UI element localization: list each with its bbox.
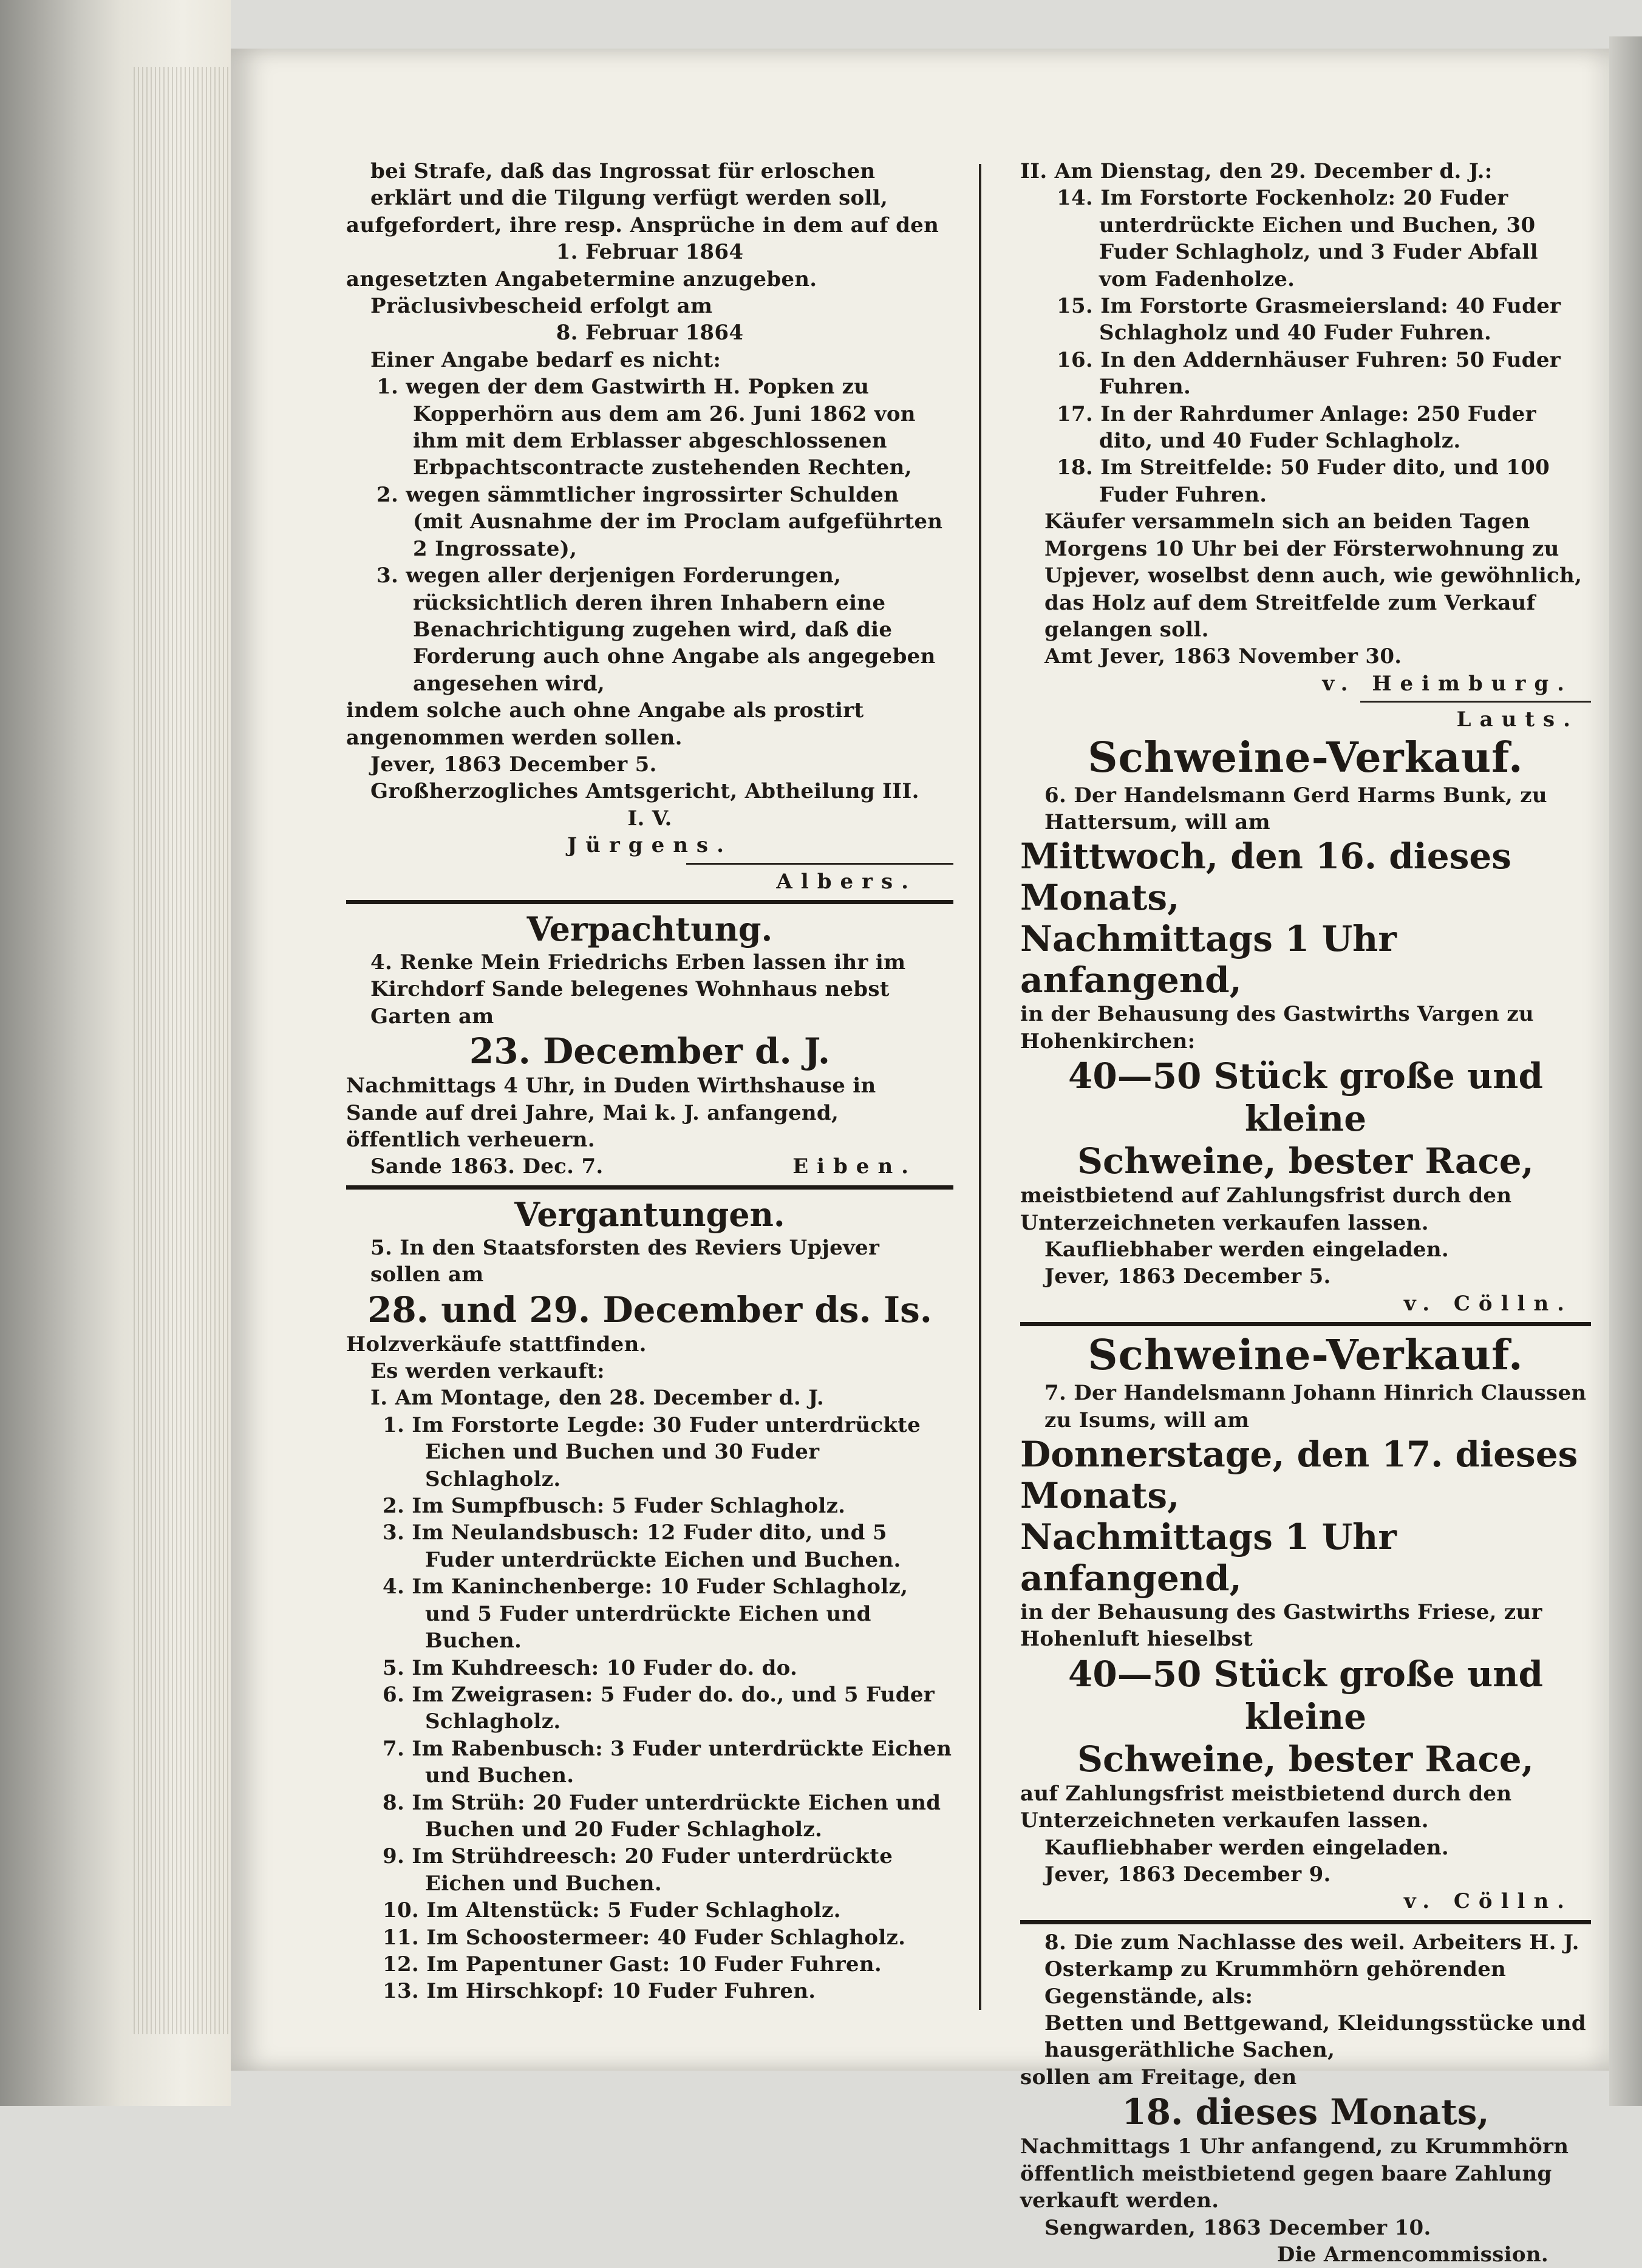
forest-item: [346, 1924, 953, 1951]
item-text: Im Kaninchenberge: 10 Fuder Schlagholz, und 5 Fuder unterdrückte Eichen und Buchen.: [412, 1575, 908, 1653]
forest-item: [346, 1897, 953, 1924]
schweine-2-text-2: auf Zahlungsfrist meistbietend durch den Unterzeichneten verkaufen lassen.: [1020, 1781, 1512, 1833]
signature-eiben: Eiben.: [792, 1154, 917, 1179]
item-text: Im Papentuner Gast: 10 Fuder Fuhren.: [426, 1952, 882, 1977]
item-text: Im Altenstück: 5 Fuder Schlagholz.: [426, 1898, 841, 1923]
schweine-2-place: in der Behausung des Gastwirths Friese, zur Hohenluft hieselbst: [1020, 1600, 1542, 1652]
forest-item: [1020, 347, 1591, 401]
schweine-2-date: Donnerstage, den 17. dieses Monats,: [1020, 1434, 1578, 1516]
item-number: 16.: [1057, 347, 1094, 372]
vergantungen-date: 28. und 29. December ds. Is.: [367, 1289, 932, 1330]
betten-text: Betten und Bettgewand, Kleidungsstücke und hausgeräthliche Sachen,: [1044, 2011, 1586, 2063]
item-text: Im Zweigrasen: 5 Fuder do. do., und 5 Fuder Schlagholz.: [412, 1682, 935, 1734]
item-number: 4.: [383, 1575, 405, 1599]
sollen-text: sollen am Freitage, den: [1020, 2065, 1297, 2089]
forest-item: [1020, 401, 1591, 455]
schweine-1-text: 6. Der Handelsmann Gerd Harms Bunk, zu Hattersum, will am: [1044, 783, 1547, 834]
item-text: In der Rahrdumer Anlage: 250 Fuder dito, und 40 Fuder Schlagholz.: [1099, 401, 1536, 454]
forest-item: [346, 1951, 953, 1978]
item-number: 1.: [383, 1412, 405, 1437]
intro-line-1: bei Strafe, daß das Ingrossat für erloschen: [370, 159, 876, 183]
forest-item: [346, 1655, 953, 1681]
forest-item: [1020, 293, 1591, 347]
schweine-heading-2: Schweine-Verkauf.: [1088, 1331, 1524, 1380]
item-number: 5.: [383, 1655, 405, 1680]
verpachtung-text: 4. Renke Mein Friedrichs Erben lassen ihr im Kirchdorf Sande belegenes Wohnhaus nebst Garten am: [370, 950, 906, 1029]
list-item: [346, 562, 953, 697]
schweine-1-time: Nachmittags 1 Uhr anfangend,: [1020, 918, 1397, 1001]
vergantungen-text: 5. In den Staatsforsten des Reviers Upjever sollen am: [370, 1235, 880, 1287]
schweine-1-big-1: 40—50 Stück große und kleine: [1068, 1055, 1543, 1140]
jever-date: Jever, 1863 December 5.: [370, 752, 657, 777]
verpachtung-text-2: Nachmittags 4 Uhr, in Duden Wirthshause in Sande auf drei Jahre, Mai k. J. anfangend, öffentlich verheuern.: [346, 1074, 876, 1152]
signature-coelln-1: v. Cölln.: [1403, 1291, 1573, 1316]
forest-item: [346, 1843, 953, 1897]
nachlass-text-2: Nachmittags 1 Uhr anfangend, zu Krummhörn öffentlich meistbietend gegen baare Zahlung verkauft werden.: [1020, 2134, 1569, 2213]
kaufliebhaber-1: Kaufliebhaber werden eingeladen.: [1044, 1237, 1450, 1262]
schweine-2-time: Nachmittags 1 Uhr anfangend,: [1020, 1516, 1397, 1599]
after-date-1: angesetzten Angabetermine anzugeben.: [346, 267, 817, 291]
forest-list-left: [346, 1412, 953, 2005]
section-rule: [346, 900, 953, 904]
forest-item: [346, 1735, 953, 1790]
item-number: 14.: [1057, 186, 1094, 211]
right-column: [1020, 158, 1591, 2268]
item-text: Im Schoostermeer: 40 Fuder Schlagholz.: [426, 1925, 906, 1950]
item-text: In den Addernhäuser Fuhren: 50 Fuder Fuhren.: [1099, 347, 1561, 400]
sande-signature-line: [346, 1153, 953, 1180]
page-stack-lines: [134, 67, 231, 2034]
holzverkaeufe: Holzverkäufe stattfinden.: [346, 1332, 647, 1357]
item-number: 15.: [1057, 294, 1094, 319]
nachlass-text: 8. Die zum Nachlasse des weil. Arbeiters H. J. Osterkamp zu Krummhörn gehörenden Gegenstände, als:: [1044, 1930, 1579, 2009]
item-number: 2.: [376, 482, 399, 507]
section-rule: [346, 1185, 953, 1190]
newspaper-page: [231, 49, 1609, 2267]
forest-item: [346, 1412, 953, 1493]
verpachtung-heading: Verpachtung.: [526, 909, 773, 948]
schweine-2-big-1: 40—50 Stück große und kleine: [1068, 1653, 1543, 1737]
list-item: [346, 482, 953, 562]
item-number: 7.: [383, 1736, 405, 1761]
schweine-heading-1: Schweine-Verkauf.: [1088, 733, 1524, 782]
item-text: Im Strühdreesch: 20 Fuder unterdrückte Eichen und Buchen.: [412, 1844, 893, 1896]
item-text: Im Hirschkopf: 10 Fuder Fuhren.: [426, 1979, 816, 2004]
forest-item: [346, 1681, 953, 1735]
deadline-date-2: 8. Februar 1864: [556, 321, 744, 346]
left-column: [346, 158, 953, 2005]
short-rule: [686, 863, 953, 865]
item-text: wegen der dem Gastwirth H. Popken zu Kopperhörn aus dem am 26. Juni 1862 von ihm mit dem Erblasser abgeschlossenen Erbpachtscontracte zustehenden Rechten,: [406, 375, 916, 480]
item-number: 18.: [1057, 455, 1094, 480]
item-text: Im Forstorte Fockenholz: 20 Fuder unterdrückte Eichen und Buchen, 30 Fuder Schlagholz, und 3 Fuder Abfall vom Fadenholze.: [1099, 186, 1538, 291]
verpachtung-date: 23. December d. J.: [469, 1030, 831, 1072]
schweine-1-text-2: meistbietend auf Zahlungsfrist durch den Unterzeichneten verkaufen lassen.: [1020, 1183, 1512, 1235]
short-rule: [1360, 701, 1591, 703]
deadline-date-1: 1. Februar 1864: [556, 240, 744, 265]
forest-list-right: [1020, 185, 1591, 508]
signature-heimburg: v. Heimburg.: [1322, 671, 1573, 696]
item-number: 3.: [383, 1521, 405, 1545]
item-number: 6.: [383, 1682, 405, 1707]
item-text: Im Rabenbusch: 3 Fuder unterdrückte Eichen und Buchen.: [412, 1736, 952, 1788]
item-text: Im Forstorte Legde: 30 Fuder unterdrückte Eichen und Buchen und 30 Fuder Schlagholz.: [412, 1412, 921, 1491]
column-divider: [979, 164, 981, 2010]
intro-line-3: aufgefordert, ihre resp. Ansprüche in dem auf den: [346, 213, 939, 237]
forest-item: [346, 1790, 953, 1844]
forest-item: [1020, 454, 1591, 508]
item-number: 1.: [376, 375, 399, 400]
item-text: Im Forstorte Grasmeiersland: 40 Fuder Schlagholz und 40 Fuder Fuhren.: [1099, 294, 1561, 346]
section-rule: [1020, 1920, 1591, 1924]
item-text: Im Streitfelde: 50 Fuder dito, und 100 Fuder Fuhren.: [1099, 455, 1550, 507]
list-item: [346, 373, 953, 482]
sande-date: Sande 1863. Dec. 7.: [370, 1154, 604, 1179]
item-number: 2.: [383, 1494, 405, 1519]
nachlass-date: 18. dieses Monats,: [1122, 2091, 1490, 2133]
forest-item: [346, 1978, 953, 2004]
item-number: 8.: [383, 1790, 405, 1815]
am-montag: I. Am Montage, den 28. December d. J.: [370, 1386, 824, 1411]
schweine-2-text: 7. Der Handelsmann Johann Hinrich Claussen zu Isums, will am: [1044, 1381, 1587, 1432]
item-number: 17.: [1057, 401, 1094, 426]
item-number: 10.: [383, 1898, 420, 1923]
schweine-1-place: in der Behausung des Gastwirths Vargen zu Hohenkirchen:: [1020, 1002, 1534, 1054]
jever-2: Jever, 1863 December 9.: [1044, 1862, 1331, 1887]
signature-albers: Albers.: [776, 869, 917, 894]
item-text: wegen aller derjenigen Forderungen, rücksichtlich deren ihren Inhabern eine Benachrichtigung zugehen wird, daß die Forderung auch ohne Angabe als angegeben angesehen wird,: [406, 564, 936, 696]
praeclusiv-text: Präclusivbescheid erfolgt am: [370, 294, 713, 319]
forest-item: [346, 1573, 953, 1654]
item-number: 12.: [383, 1952, 420, 1977]
item-text: wegen sämmtlicher ingrossirter Schulden (mit Ausnahme der im Proclam aufgeführten 2 Ingrossate),: [406, 482, 943, 561]
item-text: Im Neulandsbusch: 12 Fuder dito, und 5 Fuder unterdrückte Eichen und Buchen.: [412, 1521, 901, 1572]
sengwarden-date: Sengwarden, 1863 December 10.: [1044, 2215, 1431, 2240]
es-werden-verkauft: Es werden verkauft:: [370, 1359, 605, 1384]
kaeufer-text: Käufer versammeln sich an beiden Tagen Morgens 10 Uhr bei der Försterwohnung zu Upjever, woselbst denn auch, wie gewöhnlich, das Holz auf dem Streitfelde zum Verkauf gelangen soll.: [1044, 509, 1582, 642]
signature-lauts: Lauts.: [1456, 707, 1579, 732]
amtsgericht: Großherzogliches Amtsgericht, Abtheilung III.: [370, 779, 919, 804]
schweine-1-date: Mittwoch, den 16. dieses Monats,: [1020, 836, 1511, 919]
kaufliebhaber-2: Kaufliebhaber werden eingeladen.: [1044, 1835, 1450, 1860]
vergantungen-heading: Vergantungen.: [514, 1194, 785, 1234]
item-number: 3.: [376, 564, 399, 588]
forest-item: [346, 1493, 953, 1519]
signature-juergens: Jürgens.: [567, 833, 732, 858]
item-number: 13.: [383, 1979, 420, 2004]
item-text: Im Sumpfbusch: 5 Fuder Schlagholz.: [412, 1494, 846, 1519]
right-margin-shadow: [1609, 36, 1642, 2106]
jever-1: Jever, 1863 December 5.: [1044, 1264, 1331, 1289]
signature-coelln-2: v. Cölln.: [1403, 1889, 1573, 1914]
armencommission: Die Armencommission.: [1276, 2242, 1548, 2267]
intro-line-2: erklärt und die Tilgung verfügt werden soll,: [370, 186, 888, 211]
book-page-edges: [0, 0, 231, 2106]
item-number: 9.: [383, 1844, 405, 1869]
iv-signature: I. V.: [627, 806, 672, 831]
forest-item: [1020, 185, 1591, 293]
schweine-1-big-2: Schweine, bester Race,: [1077, 1140, 1534, 1182]
indem-text: indem solche auch ohne Angabe als prostirt angenommen werden sollen.: [346, 698, 864, 750]
item-text: Im Kuhdreesch: 10 Fuder do. do.: [412, 1655, 798, 1680]
item-text: Im Strüh: 20 Fuder unterdrückte Eichen und Buchen und 20 Fuder Schlagholz.: [412, 1790, 941, 1842]
einer-angabe: Einer Angabe bedarf es nicht:: [370, 347, 721, 372]
amt-jever: Amt Jever, 1863 November 30.: [1044, 644, 1402, 669]
am-dienstag: II. Am Dienstag, den 29. December d. J.:: [1020, 159, 1493, 183]
item-number: 11.: [383, 1925, 420, 1950]
schweine-2-big-2: Schweine, bester Race,: [1077, 1738, 1534, 1780]
forest-item: [346, 1519, 953, 1573]
section-rule: [1020, 1322, 1591, 1326]
